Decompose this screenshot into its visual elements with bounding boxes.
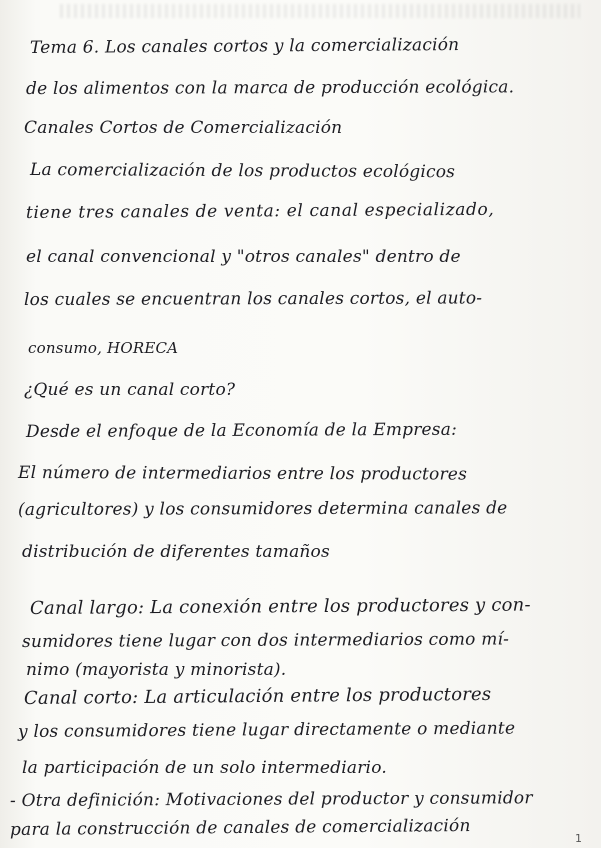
question-heading: ¿Qué es un canal corto? <box>24 380 236 400</box>
text-line: Desde el enfoque de la Economía de la Empresa: <box>25 419 458 442</box>
text-line: sumidores tiene lugar con dos intermediarios como mí- <box>21 629 510 652</box>
text-line: tiene tres canales de venta: el canal especializado, <box>25 199 495 223</box>
text-line: - Otra definición: Motivaciones del productor y consumidor <box>9 788 533 811</box>
section-heading: Canales Cortos de Comercialización <box>24 118 343 138</box>
text-line: distribución de diferentes tamaños <box>22 542 330 562</box>
topic-title-line-2: de los alimentos con la marca de producción ecológica. <box>25 77 515 99</box>
text-line: para la construcción de canales de comercialización <box>9 815 471 840</box>
text-line: (agricultores) y los consumidores determina canales de <box>17 498 508 520</box>
show-through-text <box>60 4 580 18</box>
corner-mark: 1 <box>575 832 582 845</box>
topic-title-line-1: Tema 6. Los canales cortos y la comercialización <box>29 35 460 58</box>
text-line: y los consumidores tiene lugar directamente o mediante <box>17 718 516 742</box>
definition-long-channel: Canal largo: La conexión entre los productores y con- <box>29 594 531 619</box>
text-line: El número de intermediarios entre los productores <box>17 463 468 485</box>
text-line: La comercialización de los productos ecológicos <box>29 160 456 183</box>
text-line: nimo (mayorista y minorista). <box>26 660 287 680</box>
text-line: el canal convencional y "otros canales" dentro de <box>26 247 461 267</box>
definition-short-channel: Canal corto: La articulación entre los productores <box>23 683 492 709</box>
text-line: consumo, HORECA <box>28 339 179 357</box>
text-line: los cuales se encuentran los canales cortos, el auto- <box>23 288 483 310</box>
text-line: la participación de un solo intermediario. <box>22 758 387 778</box>
